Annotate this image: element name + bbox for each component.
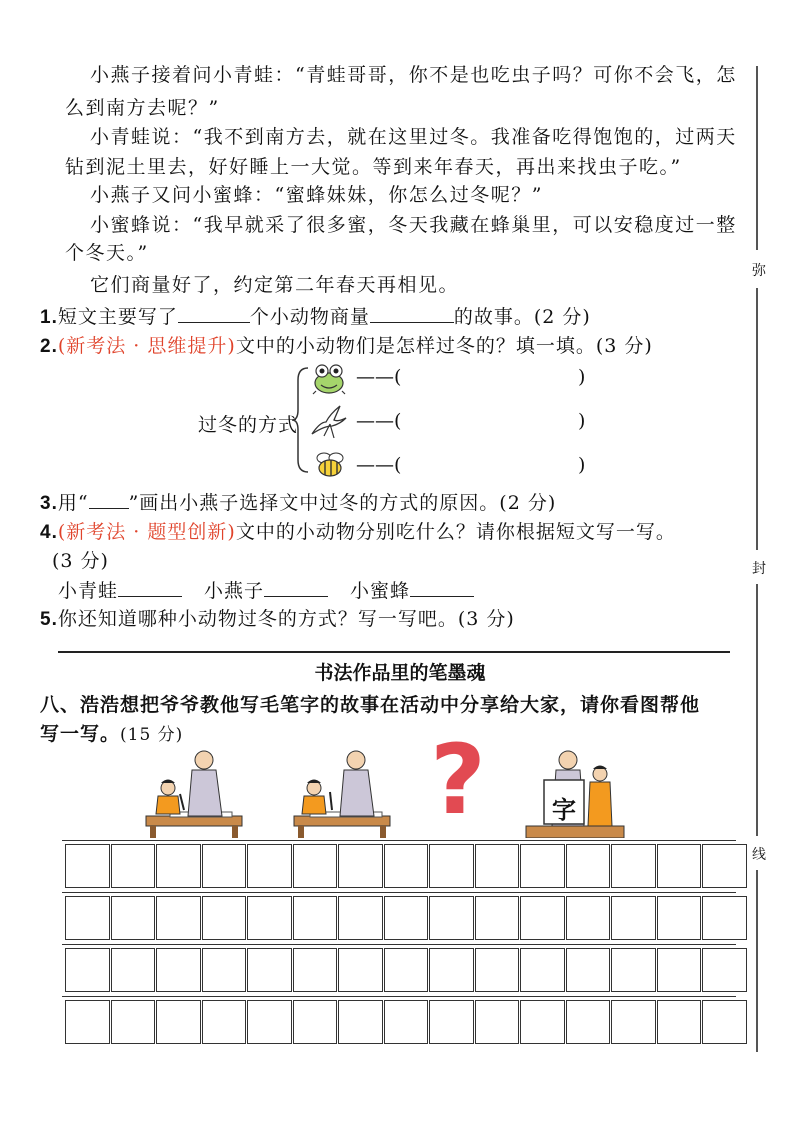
- passage-line: 钻到泥土里去，好好睡上一大觉。等到来年春天，再出来找虫子吃。”: [65, 156, 682, 178]
- grid-cell[interactable]: [156, 948, 201, 992]
- grid-row: [65, 948, 747, 992]
- bee-icon: [314, 450, 348, 478]
- grid-separator: [62, 840, 736, 841]
- picture-1: [140, 746, 246, 838]
- passage-line: 小蜜蜂说：“我早就采了很多蜜，冬天我藏在蜂巢里，可以安稳度过一整: [90, 214, 737, 236]
- paper-character: 字: [552, 796, 576, 824]
- question-4: 4.(新考法 · 题型创新)文中的小动物分别吃什么？请你根据短文写一写。: [40, 521, 676, 543]
- question-8-line1: 八、浩浩想把爷爷教他写毛笔字的故事在活动中分享给大家，请你看图帮他: [40, 694, 701, 716]
- grid-cell[interactable]: [520, 1000, 565, 1044]
- grid-cell[interactable]: [429, 844, 474, 888]
- underline-mark: [89, 494, 129, 509]
- answer-blank[interactable]: [370, 308, 454, 323]
- grid-cell[interactable]: [247, 896, 292, 940]
- question-mark-picture: ?: [430, 724, 486, 836]
- grid-cell[interactable]: [293, 896, 338, 940]
- margin-label: 线: [752, 847, 766, 863]
- grid-cell[interactable]: [384, 896, 429, 940]
- grid-cell[interactable]: [65, 844, 110, 888]
- grid-cell[interactable]: [111, 844, 156, 888]
- grid-cell[interactable]: [657, 948, 702, 992]
- question-2: 2.(新考法 · 思维提升)文中的小动物们是怎样过冬的？填一填。(3 分): [40, 335, 653, 357]
- grid-cell[interactable]: [202, 948, 247, 992]
- passage-line: 小燕子又问小蜜蜂：“蜜蜂妹妹，你怎么过冬呢？”: [90, 184, 543, 206]
- grid-cell[interactable]: [566, 1000, 611, 1044]
- grid-cell[interactable]: [111, 896, 156, 940]
- grid-cell[interactable]: [520, 948, 565, 992]
- answer-open: ——(: [356, 410, 402, 432]
- grid-cell[interactable]: [475, 896, 520, 940]
- passage-line: 小燕子接着问小青蛙：“青蛙哥哥，你不是也吃虫子吗？可你不会飞，怎: [90, 64, 737, 86]
- grid-cell[interactable]: [384, 948, 429, 992]
- passage-line: 小青蛙说：“我不到南方去，就在这里过冬。我准备吃得饱饱的，过两天: [90, 126, 737, 148]
- grid-cell[interactable]: [657, 1000, 702, 1044]
- question-4-score: (3 分): [52, 550, 109, 572]
- answer-blank[interactable]: [178, 308, 250, 323]
- grid-cell[interactable]: [384, 844, 429, 888]
- grid-separator: [62, 892, 736, 893]
- grid-cell[interactable]: [611, 948, 656, 992]
- question-5: 5.你还知道哪种小动物过冬的方式？写一写吧。(3 分): [40, 608, 515, 630]
- grid-cell[interactable]: [702, 948, 747, 992]
- grid-cell[interactable]: [520, 896, 565, 940]
- answer-close: ): [578, 410, 586, 432]
- grid-cell[interactable]: [247, 844, 292, 888]
- grid-cell[interactable]: [202, 844, 247, 888]
- picture-2: [290, 746, 396, 838]
- grid-cell[interactable]: [475, 948, 520, 992]
- grid-cell[interactable]: [247, 1000, 292, 1044]
- grid-cell[interactable]: [566, 896, 611, 940]
- passage-line: 它们商量好了，约定第二年春天再相见。: [90, 274, 460, 296]
- grid-cell[interactable]: [338, 844, 383, 888]
- grid-cell[interactable]: [611, 844, 656, 888]
- question-3: 3.用“ ”画出小燕子选择文中过冬的方式的原因。(2 分): [40, 492, 557, 514]
- passage-line: 么到南方去呢？”: [65, 97, 220, 119]
- binding-line: [756, 584, 758, 836]
- grid-cell[interactable]: [702, 896, 747, 940]
- grid-cell[interactable]: [566, 844, 611, 888]
- margin-label: 弥: [752, 263, 766, 279]
- answer-open: ——(: [356, 366, 402, 388]
- grid-cell[interactable]: [65, 1000, 110, 1044]
- grid-cell[interactable]: [111, 1000, 156, 1044]
- grid-row: [65, 1000, 747, 1044]
- grid-cell[interactable]: [156, 844, 201, 888]
- grid-cell[interactable]: [611, 896, 656, 940]
- food-answers: 小青蛙 小燕子 小蜜蜂: [58, 576, 474, 603]
- section-divider: [58, 651, 730, 653]
- grid-cell[interactable]: [611, 1000, 656, 1044]
- answer-blank[interactable]: [264, 582, 328, 597]
- grid-cell[interactable]: [657, 844, 702, 888]
- grid-cell[interactable]: [384, 1000, 429, 1044]
- grid-row: [65, 844, 747, 888]
- grid-separator: [62, 996, 736, 997]
- grid-cell[interactable]: [566, 948, 611, 992]
- grid-cell[interactable]: [429, 948, 474, 992]
- frog-icon: [312, 361, 346, 395]
- grid-cell[interactable]: [65, 948, 110, 992]
- grid-cell[interactable]: [475, 1000, 520, 1044]
- answer-blank[interactable]: [410, 582, 474, 597]
- grid-cell[interactable]: [657, 896, 702, 940]
- answer-close: ): [578, 454, 586, 476]
- grid-cell[interactable]: [247, 948, 292, 992]
- winter-way-label: 过冬的方式: [198, 414, 299, 436]
- grid-cell[interactable]: [202, 896, 247, 940]
- grid-cell[interactable]: [338, 948, 383, 992]
- grid-cell[interactable]: [293, 948, 338, 992]
- grid-cell[interactable]: [338, 896, 383, 940]
- brace: [292, 366, 312, 474]
- grid-cell[interactable]: [293, 844, 338, 888]
- binding-line: [756, 288, 758, 550]
- grid-cell[interactable]: [338, 1000, 383, 1044]
- grid-cell[interactable]: [520, 844, 565, 888]
- grid-cell[interactable]: [429, 896, 474, 940]
- grid-cell[interactable]: [156, 896, 201, 940]
- answer-open: ——(: [356, 454, 402, 476]
- grid-cell[interactable]: [475, 844, 520, 888]
- answer-close: ): [578, 366, 586, 388]
- question-1: 1.短文主要写了 个小动物商量 的故事。(2 分): [40, 306, 591, 328]
- grid-cell[interactable]: [202, 1000, 247, 1044]
- grid-row: [65, 896, 747, 940]
- grid-cell[interactable]: [111, 948, 156, 992]
- binding-line: [756, 870, 758, 1052]
- question-8-line2: 写一写。(15 分): [40, 723, 184, 745]
- grid-cell[interactable]: [293, 1000, 338, 1044]
- grid-separator: [62, 944, 736, 945]
- binding-line: [756, 66, 758, 250]
- grid-cell[interactable]: [702, 1000, 747, 1044]
- grid-cell[interactable]: [429, 1000, 474, 1044]
- margin-label: 封: [752, 561, 766, 577]
- answer-blank[interactable]: [118, 582, 182, 597]
- swallow-icon: [310, 404, 350, 440]
- section-title: 书法作品里的笔墨魂: [314, 662, 486, 684]
- grid-cell[interactable]: [156, 1000, 201, 1044]
- passage-line: 个冬天。”: [65, 242, 149, 264]
- grid-cell[interactable]: [65, 896, 110, 940]
- grid-cell[interactable]: [702, 844, 747, 888]
